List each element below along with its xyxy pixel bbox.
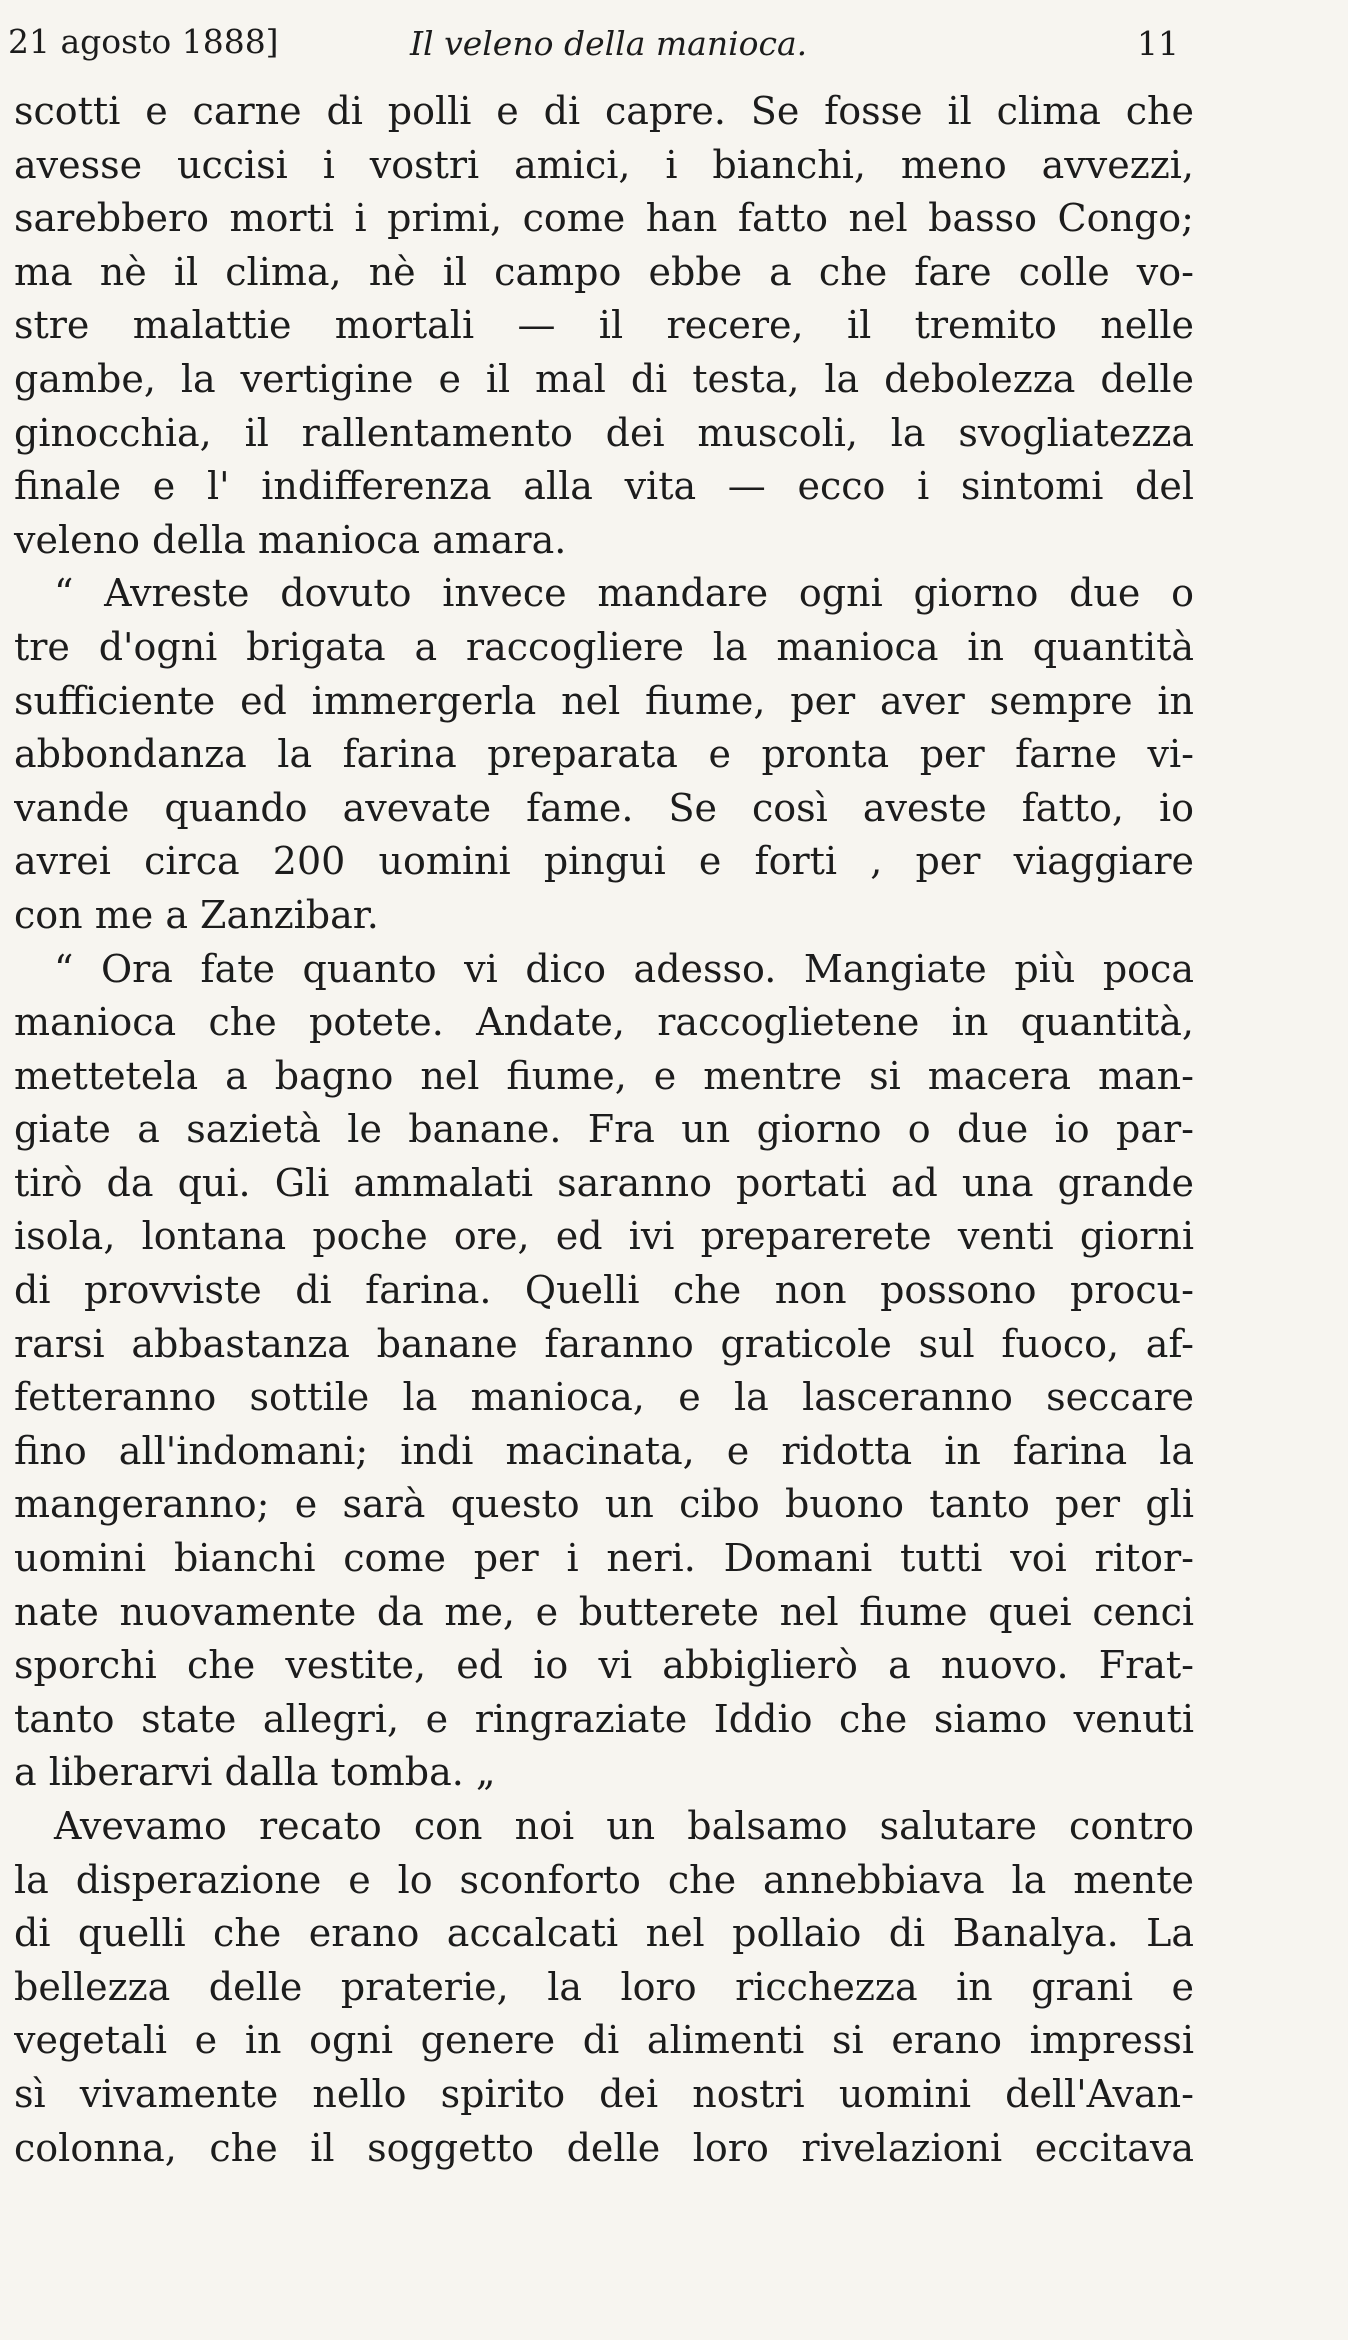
text-line: con me a Zanzibar. bbox=[14, 892, 379, 937]
text-line: di provviste di farina. Quelli che non possono procu- bbox=[14, 1268, 1194, 1313]
text-line: la disperazione e lo sconforto che annebbiava la mente bbox=[14, 1857, 1194, 1902]
text-line: avesse uccisi i vostri amici, i bianchi, meno avvezzi, bbox=[14, 142, 1194, 187]
text-line: fetteranno sottile la manioca, e la lasceranno seccare bbox=[14, 1375, 1194, 1420]
text-line: “ Ora fate quanto vi dico adesso. Mangiate più poca bbox=[54, 946, 1194, 991]
text-line: sì vivamente nello spirito dei nostri uomini dell'Avan- bbox=[14, 2071, 1194, 2116]
text-line: sufficiente ed immergerla nel fiume, per aver sempre in bbox=[14, 678, 1194, 723]
text-line: scotti e carne di polli e di capre. Se fosse il clima che bbox=[14, 89, 1194, 133]
body-text bbox=[14, 85, 1194, 2175]
text-line: gambe, la vertigine e il mal di testa, la debolezza delle bbox=[14, 356, 1194, 401]
text-line: “ Avreste dovuto invece mandare ogni giorno due o bbox=[54, 571, 1194, 616]
header-chapter-title: Il veleno della manioca. bbox=[410, 24, 808, 63]
text-line: di quelli che erano accalcati nel pollaio di Banalya. La bbox=[14, 1911, 1194, 1956]
text-line: nate nuovamente da me, e butterete nel fiume quei cenci bbox=[14, 1589, 1194, 1634]
text-line: tirò da qui. Gli ammalati saranno portati ad una grande bbox=[14, 1160, 1194, 1205]
text-line: tanto state allegri, e ringraziate Iddio che siamo venuti bbox=[14, 1696, 1194, 1741]
text-line: mettetela a bagno nel fiume, e mentre si macera man- bbox=[14, 1053, 1194, 1098]
text-line: avrei circa 200 uomini pingui e forti , per viaggiare bbox=[14, 839, 1194, 884]
page-number: 11 bbox=[1137, 24, 1179, 63]
running-header bbox=[0, 22, 1348, 72]
text-line: vande quando avevate fame. Se così aveste fatto, io bbox=[14, 785, 1194, 830]
text-line: tre d'ogni brigata a raccogliere la manioca in quantità bbox=[14, 624, 1194, 669]
header-date: 21 agosto 1888] bbox=[8, 22, 279, 61]
text-line: manioca che potete. Andate, raccoglietene in quantità, bbox=[14, 1000, 1194, 1045]
text-line: rarsi abbastanza banane faranno graticole sul fuoco, af- bbox=[14, 1321, 1194, 1366]
text-line: bellezza delle praterie, la loro ricchezza in grani e bbox=[14, 1964, 1194, 2009]
text-line: veleno della manioca amara. bbox=[14, 517, 567, 562]
text-line: Avevamo recato con noi un balsamo salutare contro bbox=[54, 1804, 1194, 1848]
text-line: ginocchia, il rallentamento dei muscoli, la svogliatezza bbox=[14, 410, 1194, 455]
text-line: ma nè il clima, nè il campo ebbe a che fare colle vo- bbox=[14, 249, 1194, 294]
text-line: a liberarvi dalla tomba. „ bbox=[14, 1750, 496, 1795]
text-line: finale e l' indifferenza alla vita — ecco i sintomi del bbox=[14, 464, 1194, 509]
text-line: abbondanza la farina preparata e pronta per farne vi- bbox=[14, 732, 1194, 777]
text-line: vegetali e in ogni genere di alimenti si erano impressi bbox=[14, 2018, 1194, 2063]
text-line: fino all'indomani; indi macinata, e ridotta in farina la bbox=[14, 1428, 1194, 1473]
text-line: stre malattie mortali — il recere, il tremito nelle bbox=[14, 303, 1194, 348]
text-line: mangeranno; e sarà questo un cibo buono tanto per gli bbox=[14, 1482, 1194, 1527]
text-line: sarebbero morti i primi, come han fatto nel basso Congo; bbox=[14, 196, 1194, 241]
text-line: sporchi che vestite, ed io vi abbiglierò a nuovo. Frat- bbox=[14, 1643, 1194, 1688]
text-line: isola, lontana poche ore, ed ivi preparerete venti giorni bbox=[14, 1214, 1194, 1259]
text-line: uomini bianchi come per i neri. Domani tutti voi ritor- bbox=[14, 1536, 1194, 1581]
text-line: giate a sazietà le banane. Fra un giorno o due io par- bbox=[14, 1107, 1194, 1152]
text-line: colonna, che il soggetto delle loro rivelazioni eccitava bbox=[14, 2125, 1194, 2170]
